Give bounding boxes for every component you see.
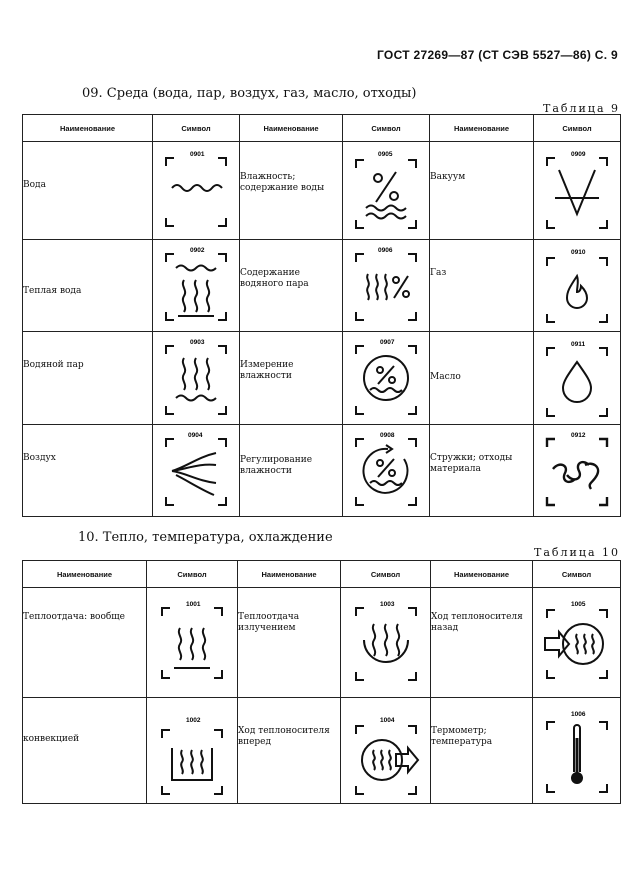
symbol-code: 0909 — [571, 151, 586, 158]
term-name: Содержание водяного пара — [240, 240, 343, 332]
symbol-cell — [343, 425, 430, 517]
heat-radiation-icon — [344, 588, 428, 688]
symbol-cell — [147, 698, 238, 804]
term-name: Термометр; температура — [431, 698, 533, 804]
table-10-label: Таблица 10 — [534, 546, 620, 559]
term-name: Теплая вода — [23, 240, 153, 332]
table-row — [23, 698, 621, 804]
term-name: Измерение влажности — [240, 332, 343, 425]
coolant-forward-icon — [344, 698, 428, 798]
symbol-code: 1001 — [186, 601, 201, 608]
table-10-header — [23, 561, 621, 588]
table-row — [23, 332, 621, 425]
warm-water-icon — [156, 240, 236, 328]
symbol-cell — [343, 240, 430, 332]
symbol-code: 1005 — [570, 601, 585, 608]
term-name: Ход теплоносителя назад — [431, 588, 533, 698]
symbol-cell — [153, 332, 240, 425]
heat-convection-icon — [150, 698, 234, 798]
term-name: Водяной пар — [23, 332, 153, 425]
term-name: конвекцией — [23, 698, 147, 804]
symbol-cell — [534, 142, 621, 240]
vacuum-icon — [537, 142, 617, 234]
symbol-cell — [534, 332, 621, 425]
symbol-code: 0904 — [188, 432, 203, 439]
column-header: Символ — [534, 115, 621, 142]
symbol-code: 1004 — [379, 717, 394, 724]
term-name: Ход теплоносителя вперед — [238, 698, 341, 804]
section-10-title: 10. Тепло, температура, охлаждение — [78, 530, 333, 545]
term-name: Стружки; отходы материала — [430, 425, 534, 517]
symbol-cell — [341, 698, 431, 804]
table-9-label: Таблица 9 — [543, 102, 620, 115]
symbol-cell — [153, 425, 240, 517]
symbol-cell — [343, 142, 430, 240]
term-name: Воздух — [23, 425, 153, 517]
term-name: Вода — [23, 142, 153, 240]
symbol-cell — [153, 142, 240, 240]
symbol-code: 1003 — [379, 601, 394, 608]
symbol-cell — [341, 588, 431, 698]
steam-percent-icon — [346, 240, 426, 328]
table-9-header — [23, 115, 621, 142]
symbol-code: 0910 — [571, 249, 586, 256]
column-header: Символ — [533, 561, 621, 588]
gas-flame-icon — [537, 240, 617, 328]
symbol-code: 0912 — [571, 432, 586, 439]
column-header: Символ — [153, 115, 240, 142]
symbol-code: 0911 — [571, 341, 586, 348]
column-header: Наименование — [23, 561, 147, 588]
symbol-code: 0903 — [190, 339, 205, 346]
term-name: Теплоотдача: вообще — [23, 588, 147, 698]
column-header: Наименование — [240, 115, 343, 142]
humidity-measure-icon — [346, 332, 426, 422]
air-icon — [156, 425, 236, 513]
table-row — [23, 240, 621, 332]
symbol-cell — [533, 698, 621, 804]
table-row — [23, 142, 621, 240]
page-header: ГОСТ 27269—87 (СТ СЭВ 5527—86) С. 9 — [376, 48, 618, 62]
table-row — [23, 588, 621, 698]
symbol-cell — [343, 332, 430, 425]
percent-water-icon — [346, 142, 426, 234]
symbol-code: 0901 — [190, 151, 205, 158]
symbol-code: 0907 — [380, 339, 395, 346]
column-header: Символ — [147, 561, 238, 588]
section-9-title: 09. Среда (вода, пар, воздух, газ, масло, отходы) — [82, 86, 417, 101]
table-9 — [22, 114, 621, 517]
symbol-code: 0908 — [380, 432, 395, 439]
symbol-cell — [533, 588, 621, 698]
column-header: Наименование — [430, 115, 534, 142]
term-name: Регулирование влажности — [240, 425, 343, 517]
symbol-code: 1002 — [186, 717, 201, 724]
symbol-code: 1006 — [570, 711, 585, 718]
term-name: Газ — [430, 240, 534, 332]
symbol-cell — [153, 240, 240, 332]
table-row — [23, 425, 621, 517]
column-header: Наименование — [431, 561, 533, 588]
term-name: Влажность; содержание воды — [240, 142, 343, 240]
column-header: Символ — [343, 115, 430, 142]
humidity-control-icon — [346, 425, 426, 513]
thermometer-icon — [535, 698, 619, 798]
column-header: Символ — [341, 561, 431, 588]
heat-icon — [150, 588, 234, 688]
symbol-code: 0902 — [190, 247, 205, 254]
column-header: Наименование — [23, 115, 153, 142]
steam-icon — [156, 332, 236, 422]
table-10 — [22, 560, 621, 804]
term-name: Масло — [430, 332, 534, 425]
term-name: Вакуум — [430, 142, 534, 240]
coolant-back-icon — [535, 588, 619, 688]
column-header: Наименование — [238, 561, 341, 588]
symbol-cell — [534, 425, 621, 517]
term-name: Теплоотдача излучением — [238, 588, 341, 698]
symbol-code: 0905 — [378, 151, 393, 158]
symbol-cell — [147, 588, 238, 698]
symbol-cell — [534, 240, 621, 332]
water-icon — [156, 142, 236, 234]
oil-drop-icon — [537, 332, 617, 422]
symbol-code: 0906 — [378, 247, 393, 254]
chips-icon — [537, 425, 617, 513]
